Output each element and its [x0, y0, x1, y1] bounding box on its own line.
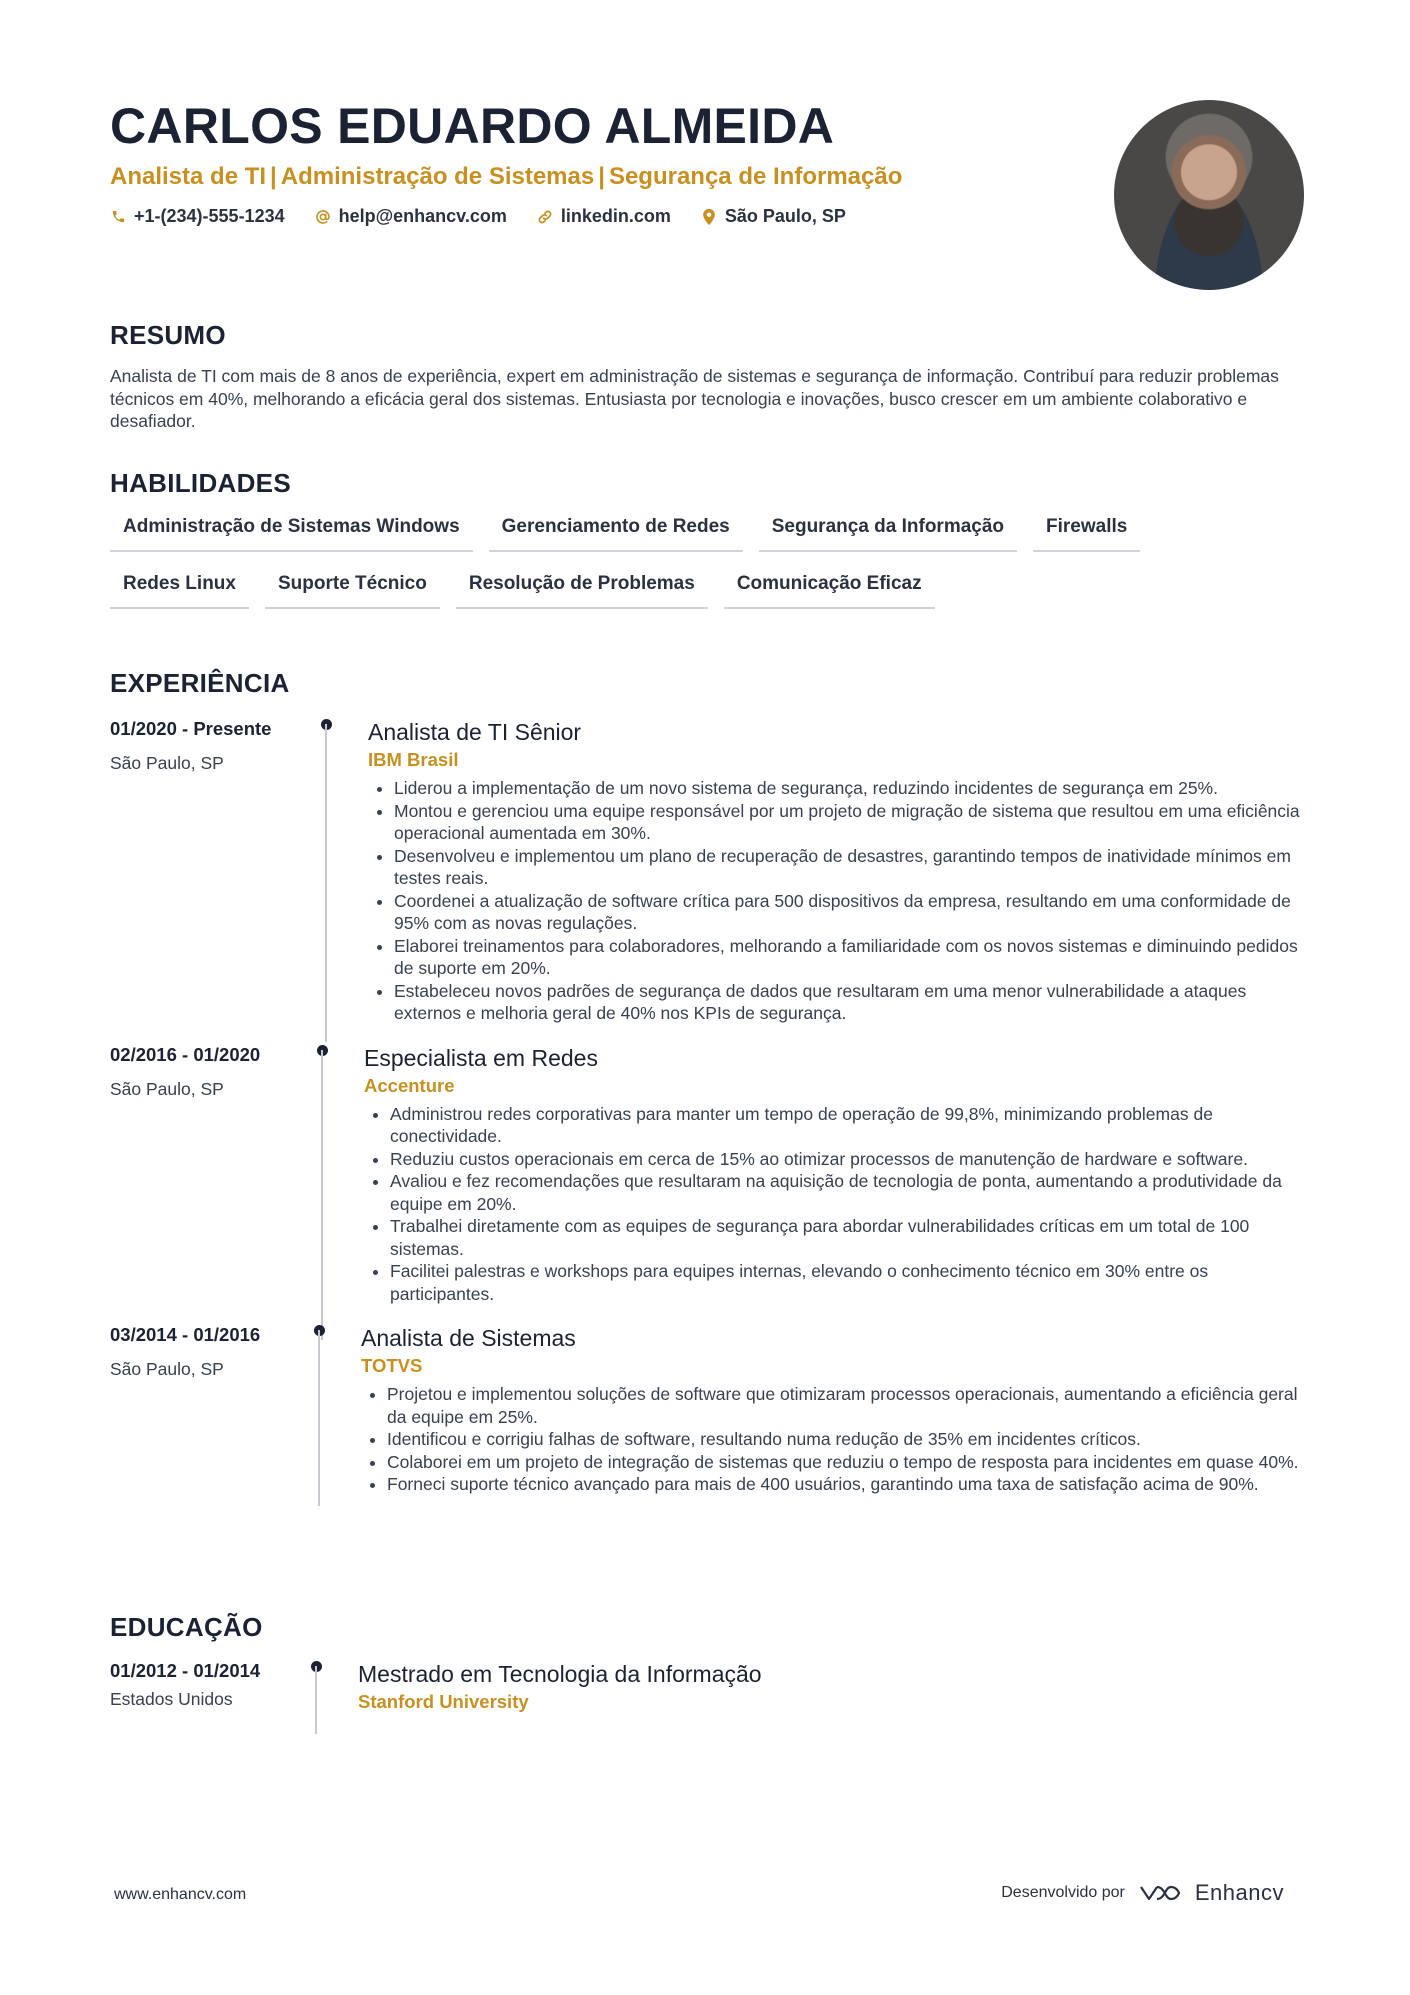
job-bullet: • Reduziu custos operacionais em cerca de 15% ao otimizar processos de manutenção de hardware e software.	[390, 1148, 1305, 1171]
at-icon	[315, 208, 331, 226]
entry-date: 01/2020 - Presente	[110, 718, 272, 739]
experience-heading: EXPERIÊNCIA	[110, 668, 290, 698]
job-bullet: • Projetou e implementou soluções de software que otimizaram processos operacionais, aumentando a eficiência geral da equipe em 25%.	[387, 1383, 1305, 1428]
job-bullet: • Colaborei em um projeto de integração de sistemas que reduziu o tempo de resposta para incidentes em quase 40%.	[387, 1451, 1305, 1474]
entry-location: Estados Unidos	[110, 1689, 233, 1709]
entry-location: São Paulo, SP	[110, 753, 224, 773]
location-pin-icon	[701, 208, 717, 226]
school-name: Stanford University	[358, 1691, 529, 1712]
link-icon	[537, 208, 553, 226]
skill-tag: Segurança da Informação	[759, 515, 1017, 552]
education-heading: EDUCAÇÃO	[110, 1612, 263, 1642]
job-bullets	[364, 1103, 1305, 1306]
experience-entry	[110, 1323, 1305, 1496]
brand-name[interactable]: Enhancv	[1194, 1880, 1284, 1905]
summary-section	[110, 320, 1305, 433]
contact-linkedin[interactable]	[537, 206, 671, 227]
footer-website[interactable]: www.enhancv.com	[114, 1886, 247, 1903]
job-bullet: • Administrou redes corporativas para manter um tempo de operação de 99,8%, minimizando problemas de conectividade.	[390, 1103, 1305, 1148]
job-bullets	[368, 777, 1305, 1025]
entry-location: São Paulo, SP	[110, 1078, 224, 1099]
entry-date: 02/2016 - 01/2020	[110, 1043, 261, 1065]
headline-separator: |	[598, 163, 605, 190]
job-title: Analista de TI Sênior	[368, 719, 582, 745]
job-bullet: • Estabeleceu novos padrões de segurança de dados que resultaram em uma menor vulnerabilidade a ataques externos e melhoria geral de 40% nos KPIs de segurança.	[394, 980, 1305, 1025]
education-entry	[110, 1659, 1305, 1714]
skills-list	[110, 515, 1305, 609]
job-bullet: • Coordenei a atualização de software crítica para 500 dispositivos da empresa, resultando em uma conformidade de 95% com as novas regulações.	[394, 890, 1305, 935]
candidate-name: CARLOS EDUARDO ALMEIDA	[110, 98, 835, 154]
job-bullet: • Trabalhei diretamente com as equipes de segurança para abordar vulnerabilidades críticas em um total de 100 sistemas.	[390, 1215, 1305, 1260]
contact-email[interactable]	[315, 206, 507, 227]
headline-title-1: Analista de TI	[110, 163, 267, 190]
job-bullet: • Elaborei treinamentos para colaboradores, melhorando a familiaridade com os novos sistemas e diminuindo pedidos de suporte em 20%.	[394, 935, 1305, 980]
headline	[110, 162, 1110, 192]
skills-section	[110, 468, 1305, 629]
contact-location	[701, 206, 846, 227]
phone-icon	[110, 208, 126, 226]
experience-section	[110, 668, 1305, 1496]
contact-phone[interactable]	[110, 206, 285, 227]
job-bullet: • Avaliou e fez recomendações que resultaram na aquisição de tecnologia de ponta, aumentando a produtividade da equipe em 20%.	[390, 1170, 1305, 1215]
company-name: Accenture	[364, 1074, 455, 1096]
skill-tag: Suporte Técnico	[265, 572, 440, 609]
entry-date: 01/2012 - 01/2014	[110, 1660, 261, 1681]
job-bullet: • Montou e gerenciou uma equipe responsável por um projeto de migração de sistema que resultou em uma eficiência operacional aumentada em 30%.	[394, 800, 1305, 845]
job-title: Analista de Sistemas	[361, 1325, 576, 1351]
email-text: help@enhancv.com	[338, 206, 507, 226]
headline-title-2: Administração de Sistemas	[280, 163, 595, 190]
job-bullet: • Identificou e corrigiu falhas de software, resultando numa redução de 35% em incidentes críticos.	[387, 1428, 1305, 1451]
company-name: IBM Brasil	[368, 749, 459, 770]
headline-separator: |	[270, 163, 277, 190]
summary-heading: RESUMO	[110, 320, 226, 350]
job-bullet: • Facilitei palestras e workshops para equipes internas, elevando o conhecimento técnico em 30% entre os participantes.	[390, 1260, 1305, 1305]
resume-header	[110, 96, 1110, 227]
enhancv-logo-icon	[1137, 1881, 1183, 1905]
powered-by-text: Desenvolvido por	[1001, 1884, 1125, 1901]
timeline-line	[321, 1050, 323, 1340]
timeline-line	[325, 724, 327, 1042]
company-name: TOTVS	[361, 1355, 423, 1376]
entry-location: São Paulo, SP	[110, 1359, 224, 1379]
skills-row	[110, 572, 1305, 609]
skill-tag: Gerenciamento de Redes	[489, 515, 743, 552]
job-bullet: • Forneci suporte técnico avançado para mais de 400 usuários, garantindo uma taxa de satisfação acima de 90%.	[387, 1473, 1305, 1496]
degree-title: Mestrado em Tecnologia da Informação	[358, 1661, 762, 1687]
skill-tag: Administração de Sistemas Windows	[110, 515, 473, 552]
experience-entry	[110, 1043, 1305, 1306]
timeline-line	[315, 1666, 317, 1734]
entry-date: 03/2014 - 01/2016	[110, 1324, 261, 1345]
contact-info	[110, 206, 1110, 227]
skill-tag: Comunicação Eficaz	[724, 572, 935, 609]
profile-photo	[1114, 100, 1304, 290]
skill-tag: Redes Linux	[110, 572, 249, 609]
phone-text: +1-(234)-555-1234	[134, 206, 285, 226]
timeline-line	[318, 1330, 320, 1506]
skills-heading: HABILIDADES	[110, 468, 291, 498]
skills-row	[110, 515, 1305, 552]
skill-tag: Firewalls	[1033, 515, 1140, 552]
job-bullets	[361, 1383, 1305, 1496]
education-section	[110, 1612, 1305, 1714]
job-bullet: • Desenvolveu e implementou um plano de recuperação de desastres, garantindo tempos de inatividade mínimos em testes reais.	[394, 845, 1305, 890]
footer-branding	[1001, 1880, 1284, 1906]
job-bullet: • Liderou a implementação de um novo sistema de segurança, reduzindo incidentes de segurança em 25%.	[394, 777, 1305, 800]
linkedin-text: linkedin.com	[560, 206, 671, 226]
skill-tag: Resolução de Problemas	[456, 572, 708, 609]
summary-text: Analista de TI com mais de 8 anos de experiência, expert em administração de sistemas e segurança de informação. Contribuí para reduzir problemas técnicos em 40%, melhorando a eficácia geral dos sistemas. Entusiasta por tecnologia e inovações, busco crescer em um ambiente colaborativo e desafiador.	[110, 366, 1279, 431]
job-title: Especialista em Redes	[364, 1044, 598, 1071]
location-text: São Paulo, SP	[724, 206, 846, 226]
headline-title-3: Segurança de Informação	[608, 163, 903, 190]
experience-entry	[110, 717, 1305, 1025]
